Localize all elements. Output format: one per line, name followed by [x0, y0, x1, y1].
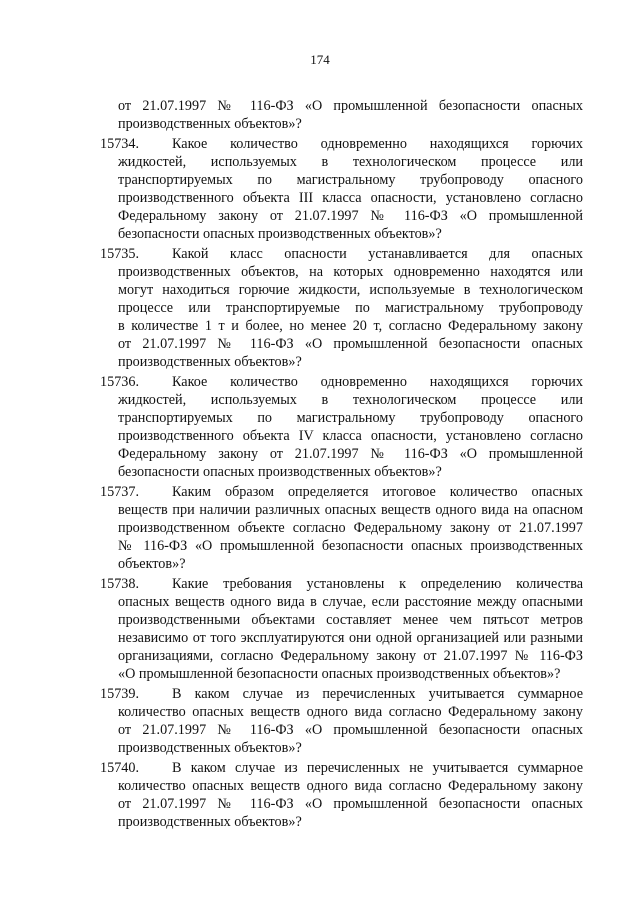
question-line: производственных объектов, на которых одновременно находятся или: [118, 264, 583, 280]
question-first-line: В каком случае из перечисленных не учитывается суммарное: [172, 760, 583, 776]
question-line: «О промышленной безопасности опасных производственных объектов»?: [118, 666, 561, 682]
question-line: веществ при наличии различных опасных веществ одного вида на опасном: [118, 502, 583, 518]
question-line: процессе или транспортируемые по магистральному трубопроводу: [118, 300, 583, 316]
question-line: объектов»?: [118, 556, 186, 572]
question-line: количество опасных веществ одного вида согласно Федеральному закону: [118, 778, 583, 794]
question-first-line: В каком случае из перечисленных учитывается суммарное: [172, 686, 583, 702]
question-line: производственных объектов»?: [118, 740, 302, 756]
question-line: от 21.07.1997 № 116-ФЗ «О промышленной безопасности опасных: [118, 796, 583, 812]
question-line: производственном объекте согласно Федеральному закону от 21.07.1997: [118, 520, 583, 536]
question-first-line: Какие требования установлены к определению количества: [172, 576, 583, 592]
question-line: в количестве 1 т и более, но менее 20 т, согласно Федеральному закону: [118, 318, 583, 334]
question-line: жидкостей, используемых в технологическом процессе или: [118, 392, 583, 408]
question-first-line: Какое количество одновременно находящихся горючих: [172, 374, 583, 390]
question-line: Федеральному закону от 21.07.1997 № 116-ФЗ «О промышленной: [118, 208, 583, 224]
question-line: производственных объектов»?: [118, 354, 302, 370]
question-line: независимо от того эксплуатируются они одной организацией или разными: [118, 630, 583, 646]
question-number: 15734.: [100, 136, 140, 152]
page-number: 174: [310, 52, 330, 67]
question-line: жидкостей, используемых в технологическом процессе или: [118, 154, 583, 170]
question-line: опасных веществ одного вида в случае, если расстояние между опасными: [118, 594, 583, 610]
question-first-line: Каким образом определяется итоговое количество опасных: [172, 484, 583, 500]
question-line: безопасности опасных производственных объектов»?: [118, 226, 442, 242]
continuation-line: производственных объектов»?: [118, 116, 302, 132]
question-number: 15737.: [100, 484, 140, 500]
question-line: № 116-ФЗ «О промышленной безопасности опасных производственных: [118, 538, 583, 554]
question-line: транспортируемых по магистральному трубопроводу опасного: [118, 172, 583, 188]
question-line: транспортируемых по магистральному трубопроводу опасного: [118, 410, 583, 426]
question-number: 15735.: [100, 246, 140, 262]
question-line: могут находиться горючие жидкости, используемые в технологическом: [118, 282, 583, 298]
question-line: производственных объектов»?: [118, 814, 302, 830]
continuation-line: от 21.07.1997 № 116-ФЗ «О промышленной безопасности опасных: [118, 98, 583, 114]
question-line: производственными объектами составляет менее чем пятьсот метров: [118, 612, 583, 628]
question-number: 15736.: [100, 374, 140, 390]
question-number: 15739.: [100, 686, 140, 702]
question-line: организациями, согласно Федеральному закону от 21.07.1997 № 116-ФЗ: [118, 648, 583, 664]
question-line: количество опасных веществ одного вида согласно Федеральному закону: [118, 704, 583, 720]
question-line: безопасности опасных производственных объектов»?: [118, 464, 442, 480]
question-line: от 21.07.1997 № 116-ФЗ «О промышленной безопасности опасных: [118, 336, 583, 352]
question-number: 15740.: [100, 760, 140, 776]
question-line: Федеральному закону от 21.07.1997 № 116-ФЗ «О промышленной: [118, 446, 583, 462]
question-first-line: Какой класс опасности устанавливается для опасных: [172, 246, 583, 262]
question-line: от 21.07.1997 № 116-ФЗ «О промышленной безопасности опасных: [118, 722, 583, 738]
question-number: 15738.: [100, 576, 140, 592]
question-line: производственного объекта III класса опасности, установлено согласно: [118, 190, 583, 206]
question-line: производственного объекта IV класса опасности, установлено согласно: [118, 428, 583, 444]
question-first-line: Какое количество одновременно находящихся горючих: [172, 136, 583, 152]
